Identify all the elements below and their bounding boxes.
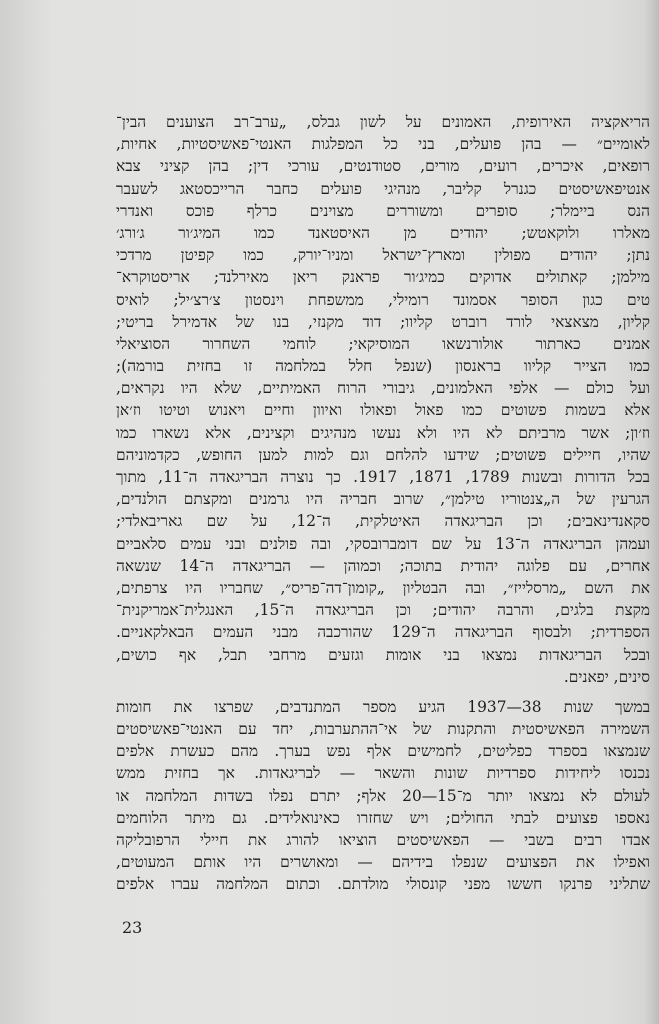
- text-line: שתליני פרנקו חששו מפני קונסולי מולדתם. וכתום המלחמה עברו אלפים: [116, 875, 650, 894]
- text-line: ואפילו את הפצועים שנפלו בידיהם — ומאושרים היו אותם המעוטים,: [116, 853, 650, 872]
- text-line: הנס ביימלר; סופרים ומשוררים מצוינים כרלף פוכס ואנדרי: [116, 201, 650, 220]
- body-text: [116, 111, 650, 896]
- paragraph-gap: [116, 688, 650, 696]
- text-line: קליון, מצאצאי לורד רוברט קליוו; דוד מקנזי, בנו של אדמירל בריטי;: [116, 312, 650, 331]
- text-line: נתן; יהודים מפולין ומארץ־ישראל ומניו־יורק, כמו קפיטן מרדכי: [116, 246, 650, 265]
- page-number: 23: [122, 918, 143, 937]
- text-line: הגרעין של ה„צנטוריו טילמן״, שרוב חבריה היו גרמנים ומקצתם הולנדים,: [116, 490, 650, 509]
- text-line: סינים, יפאנים.: [563, 667, 650, 686]
- text-line: שנמצאו בספרד כפליטים, לחמישים אלף נפש בערך. מהם כעשרת אלפים: [116, 742, 650, 761]
- text-line: אלא בשמות פשוטים כמו פאול ופאולו ואיוון וחיים ויאנוש וטיטו וז׳אן: [116, 401, 650, 420]
- text-line: טים כגון הסופר אסמונד רומילי, ממשפחת וינסטון צ׳רצ׳יל; לואיס: [116, 290, 650, 309]
- text-line: השמירה הפאשיסטית והתקנות של אי־ההתערבות, יחד עם האנטי־פאשיסטים: [116, 720, 650, 739]
- text-line: ובכל הבריגאדות נמצאו בני אומות וגזעים מרחבי תבל, אף כושים,: [116, 645, 650, 664]
- text-line: מקצת בלגים, והרבה יהודים; וכן הבריגאדה ה־15, האנגלית־אמריקנית־: [116, 601, 650, 620]
- text-line: הריאקציה האירופית, האמונים על לשון גבלס, „ערב־רב הצוענים הבין־: [116, 113, 650, 131]
- text-line: כמו הצייר קליוו בראנסון (שנפל חלל במלחמה זו בחזית בורמה);: [116, 357, 650, 376]
- text-line: רופאים, איכרים, רועים, מורים, סטודנטים, עורכי דין; בהן קציני צבא: [116, 157, 650, 176]
- text-line: את השם „מרסלייז״, ובה הבטליון „קומון־דה־פריס״, שחבריו היו צרפתים,: [116, 578, 650, 597]
- text-line: אמנים כארתור אולורנשאו המוסיקאי; לוחמי השחרור הסוציאלי: [116, 334, 650, 353]
- text-line: נאספו פצועים לבתי החולים; ויש שחזרו כאינואלידים. גם מיתר הלוחמים: [116, 808, 650, 827]
- text-line: אחרים, עם פלוגה יהודית בתוכה; וכמוהן — הבריגאדה ה־14 שנשאה: [116, 556, 650, 575]
- text-line: אנטיפאשיסטים כגנרל קליבר, מנהיגי פועלים כחבר הרייכסטאג לשעבר: [116, 179, 650, 198]
- text-line: מילמן; קאתולים אדוקים כמיג׳ור פראנק ריאן מאירלנד; אריסטוקרא־: [116, 268, 650, 287]
- text-line: שהיו, חיילים פשוטים; שידעו להלחם וגם למות למען החופש, כקדמוניהם: [116, 445, 650, 464]
- text-line: נכנסו ליחידות ספרדיות שונות והשאר — לבריגאדות. אך בחזית ממש: [116, 764, 650, 783]
- text-line: לעולם לא נמצאו יותר מ־15—20 אלף; יתרם נפלו בשדות המלחמה או: [116, 786, 650, 805]
- text-line: סקאנדינאבים; וכן הבריגאדה האיטלקית, ה־12, על שם גאריבאלדי;: [116, 512, 650, 531]
- text-line: וז׳ון; אשר מרביתם לא היו ולא נעשו מנהיגים וקצינים, אלא נשארו כמו: [116, 423, 650, 442]
- text-line: ועל כולם — אלפי האלמונים, גיבורי הרוח האמיתיים, שלא היו נקראים,: [116, 379, 650, 398]
- text-line: מאלרו ולוקאטש; יהודים מן האיסטאנד כמו המיג׳ור ג׳ורג׳: [116, 223, 650, 242]
- text-line: הספרדית; ולבסוף הבריגאדה ה־129 שהורכבה מבני העמים הבאלקאניים.: [116, 623, 650, 642]
- text-line: במשך שנות 38—1937 הגיע מספר המתנדבים, שפרצו את חומות: [116, 697, 650, 716]
- text-line: ועמהן הבריגאדה ה־13 על שם דומברובסקי, ובה פולנים ובני עמים סלאביים: [116, 534, 650, 553]
- text-line: לאומיים״ — בהן פועלים, בני כל המפלגות האנטי־פאשיסטיות, אחיות,: [116, 135, 650, 154]
- paragraph: [116, 111, 650, 688]
- text-line: בכל הדורות ובשנות 1789, 1871, 1917. כך נוצרה הבריגאדה ה־11, מתוך: [116, 468, 650, 486]
- paragraph: [116, 696, 650, 896]
- text-line: אבדו רבים בשבי — הפאשיסטים הוציאו להורג את חיילי הרפובליקה: [116, 831, 650, 849]
